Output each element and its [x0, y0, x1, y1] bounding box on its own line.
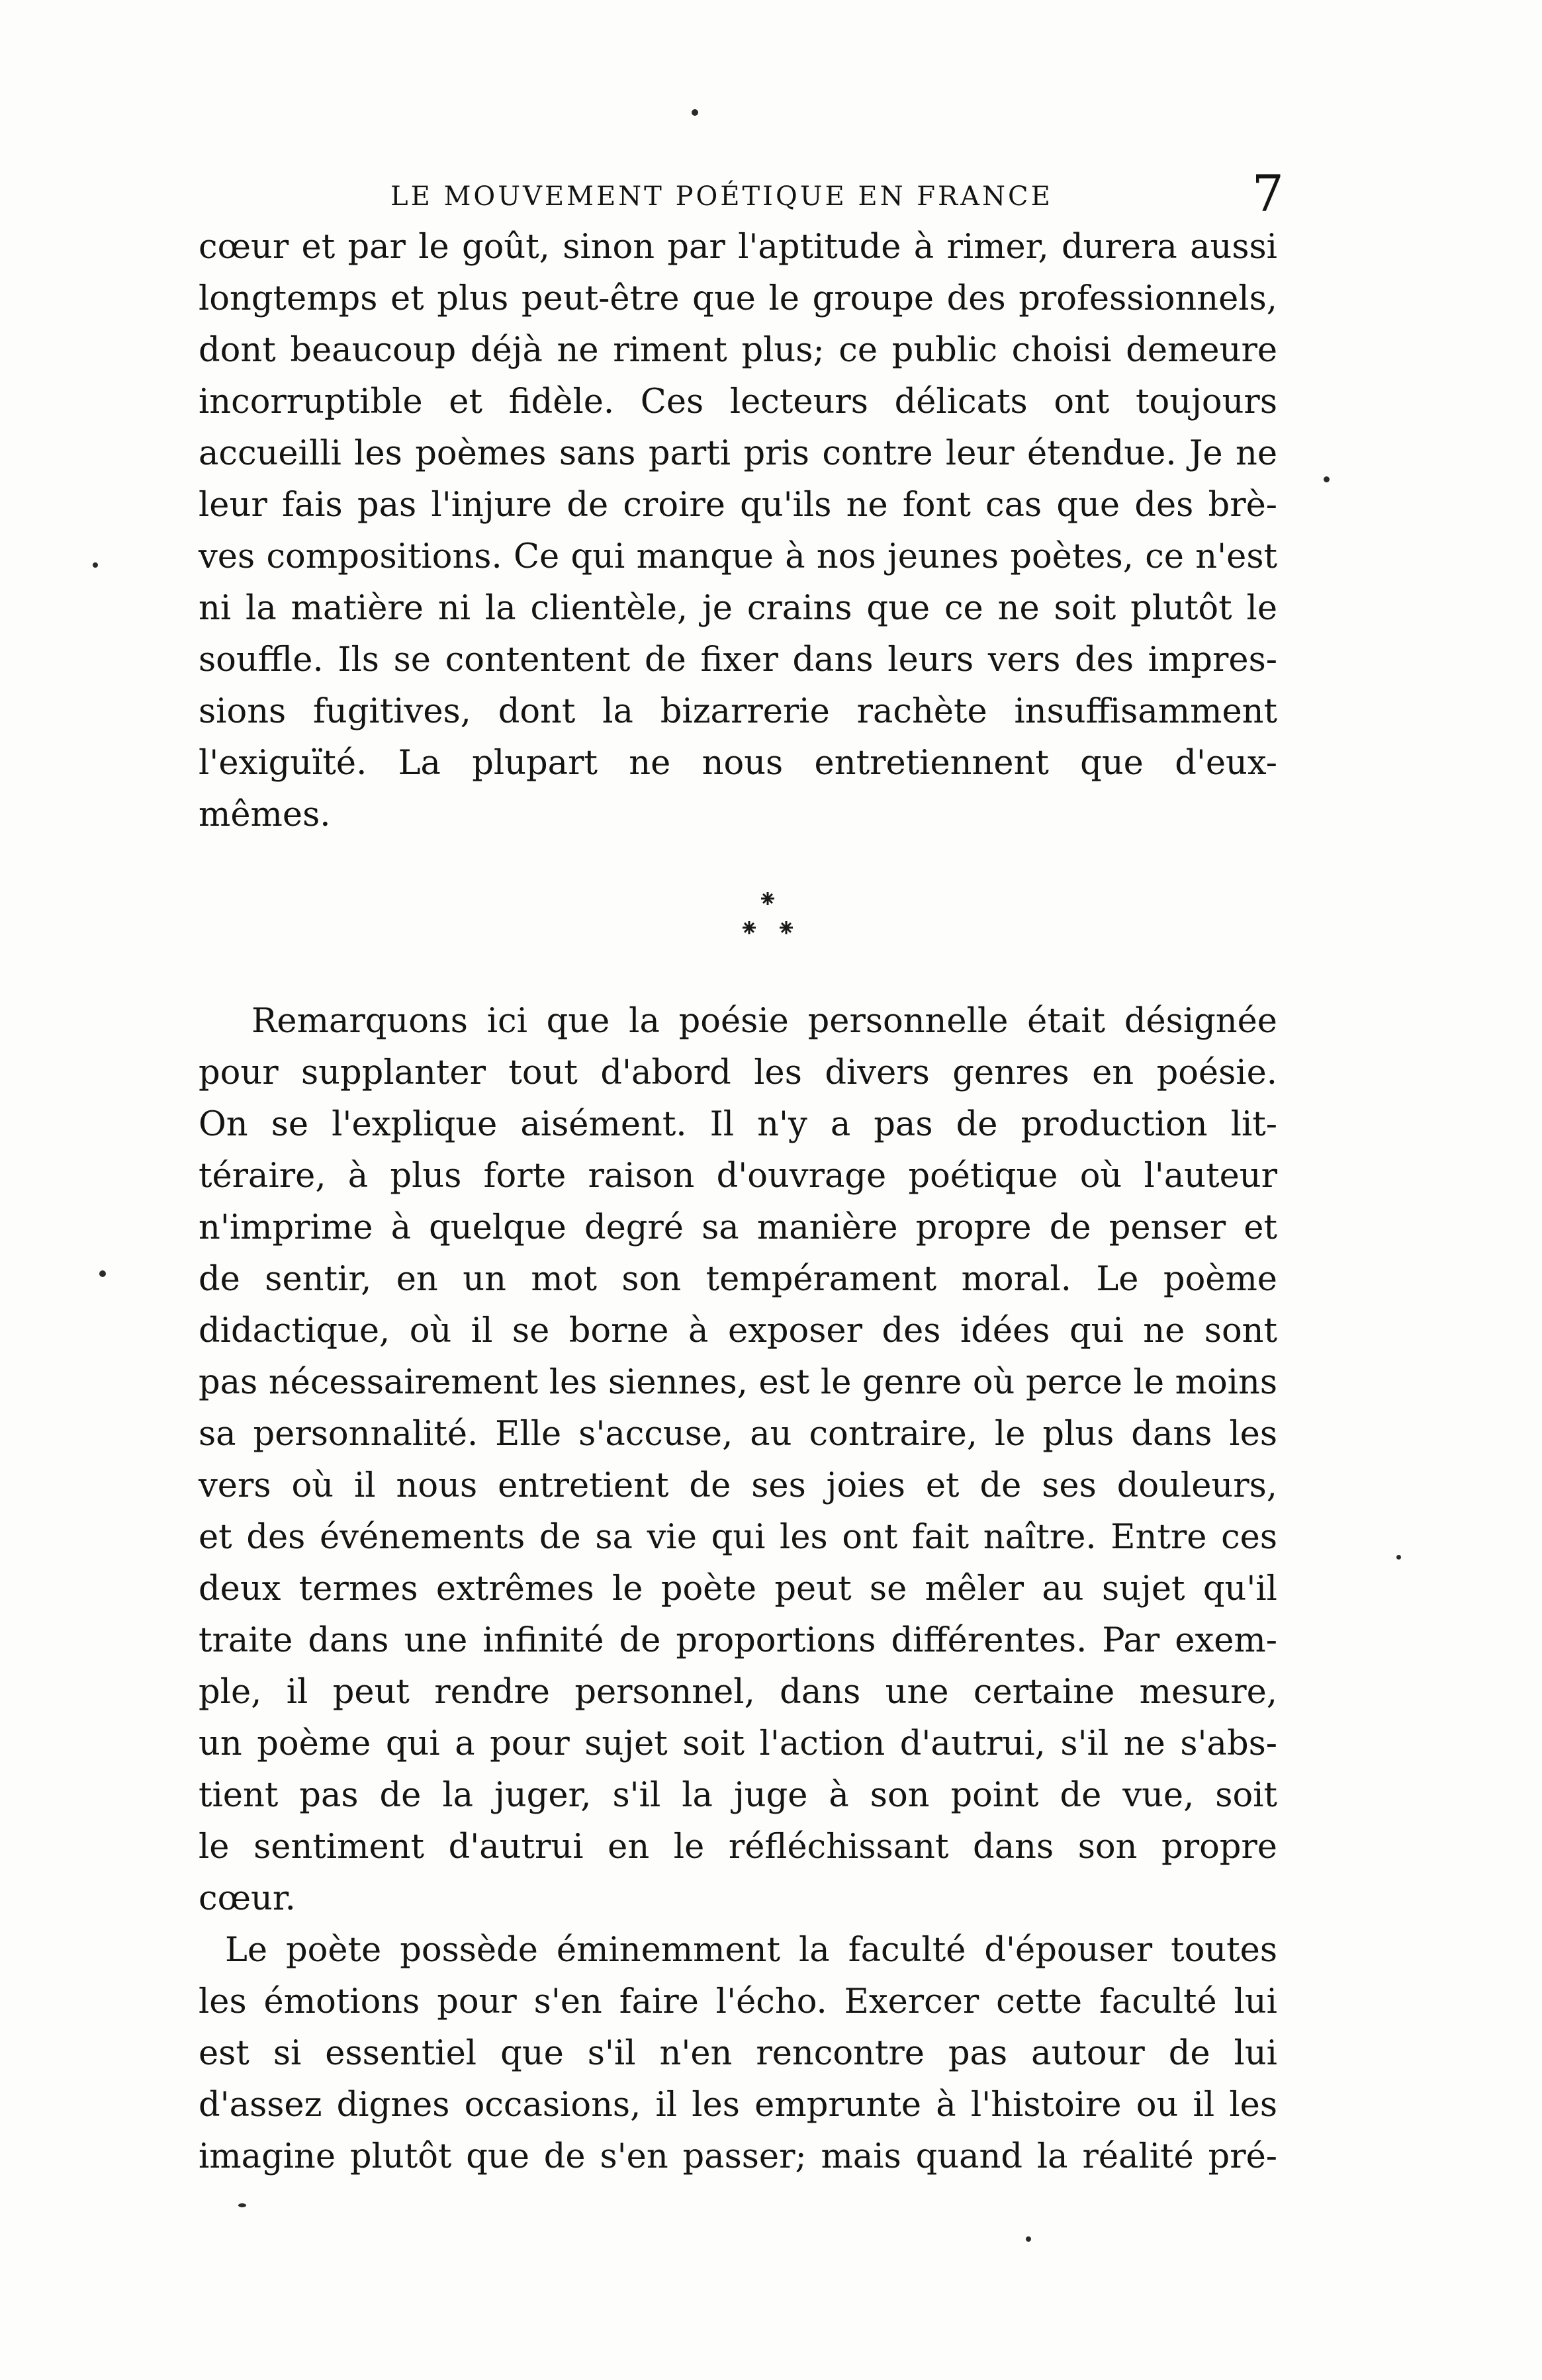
- paragraph-1: [199, 222, 1277, 841]
- text-line: de sentir, en un mot son tempérament moral. Le poème: [199, 1260, 1277, 1299]
- scan-speck: [99, 1270, 106, 1277]
- text-line: dont beaucoup déjà ne riment plus; ce public choisi demeure: [199, 331, 1277, 370]
- text-line: Le poète possède éminemment la faculté d'épouser toutes: [225, 1931, 1277, 1970]
- running-head: [199, 164, 1284, 223]
- asterism-icon: [702, 880, 834, 953]
- text-line: mêmes.: [199, 795, 331, 834]
- text-line: ves compositions. Ce qui manque à nos jeunes poètes, ce n'est: [199, 537, 1277, 576]
- text-line: accueilli les poèmes sans parti pris contre leur étendue. Je ne: [199, 434, 1277, 473]
- scan-speck: [1396, 1555, 1401, 1560]
- scan-speck: [1324, 476, 1330, 482]
- text-line: et des événements de sa vie qui les ont fait naître. Entre ces: [199, 1518, 1277, 1557]
- text-line: vers où il nous entretient de ses joies et de ses douleurs,: [199, 1466, 1277, 1505]
- scan-speck: [1026, 2236, 1031, 2242]
- text-line: téraire, à plus forte raison d'ouvrage poétique où l'auteur: [199, 1157, 1277, 1196]
- scan-speck: [238, 2203, 246, 2207]
- text-line: Remarquons ici que la poésie personnelle était désignée: [251, 1002, 1277, 1041]
- page-number: 7: [1251, 164, 1284, 223]
- text-line: On se l'explique aisément. Il n'y a pas de production lit-: [199, 1105, 1277, 1144]
- text-line: deux termes extrêmes le poète peut se mêler au sujet qu'il: [199, 1569, 1277, 1609]
- text-line: les émotions pour s'en faire l'écho. Exercer cette faculté lui: [199, 1982, 1277, 2021]
- text-line: d'assez dignes occasions, il les emprunte à l'histoire ou il les: [199, 2086, 1277, 2125]
- text-line: souffle. Ils se contentent de fixer dans leurs vers des impres-: [199, 640, 1277, 680]
- text-line: incorruptible et fidèle. Ces lecteurs délicats ont toujours: [199, 382, 1277, 421]
- section-separator: [702, 880, 834, 953]
- scan-speck: [692, 109, 698, 116]
- text-line: cœur et par le goût, sinon par l'aptitude à rimer, durera aussi: [199, 228, 1277, 267]
- text-line: sa personnalité. Elle s'accuse, au contraire, le plus dans les: [199, 1415, 1277, 1454]
- text-line: n'imprime à quelque degré sa manière propre de penser et: [199, 1208, 1277, 1247]
- text-line: longtemps et plus peut-être que le groupe des professionnels,: [199, 279, 1277, 318]
- running-title: LE MOUVEMENT POÉTIQUE EN FRANCE: [390, 181, 1053, 212]
- text-line: sions fugitives, dont la bizarrerie rachète insuffisamment: [199, 692, 1277, 731]
- text-line: traite dans une infinité de proportions différentes. Par exem-: [199, 1621, 1277, 1660]
- text-line: ni la matière ni la clientèle, je crains que ce ne soit plutôt le: [199, 589, 1277, 628]
- text-line: cœur.: [199, 1879, 296, 1918]
- text-line: est si essentiel que s'il n'en rencontre pas autour de lui: [199, 2034, 1277, 2073]
- text-line: le sentiment d'autrui en le réfléchissant dans son propre: [199, 1828, 1277, 1867]
- scan-speck: [93, 562, 98, 568]
- text-line: ple, il peut rendre personnel, dans une certaine mesure,: [199, 1673, 1277, 1712]
- text-line: pour supplanter tout d'abord les divers genres en poésie.: [199, 1053, 1277, 1092]
- text-line: imagine plutôt que de s'en passer; mais quand la réalité pré-: [199, 2137, 1277, 2176]
- text-line: l'exiguïté. La plupart ne nous entretiennent que d'eux-: [199, 744, 1277, 783]
- paragraph-2: [199, 996, 1277, 2183]
- text-line: un poème qui a pour sujet soit l'action d'autrui, s'il ne s'abs-: [199, 1724, 1277, 1763]
- text-line: tient pas de la juger, s'il la juge à son point de vue, soit: [199, 1776, 1277, 1815]
- text-line: didactique, où il se borne à exposer des idées qui ne sont: [199, 1311, 1277, 1350]
- text-line: leur fais pas l'injure de croire qu'ils ne font cas que des brè-: [199, 486, 1277, 525]
- text-line: pas nécessairement les siennes, est le genre où perce le moins: [199, 1363, 1277, 1402]
